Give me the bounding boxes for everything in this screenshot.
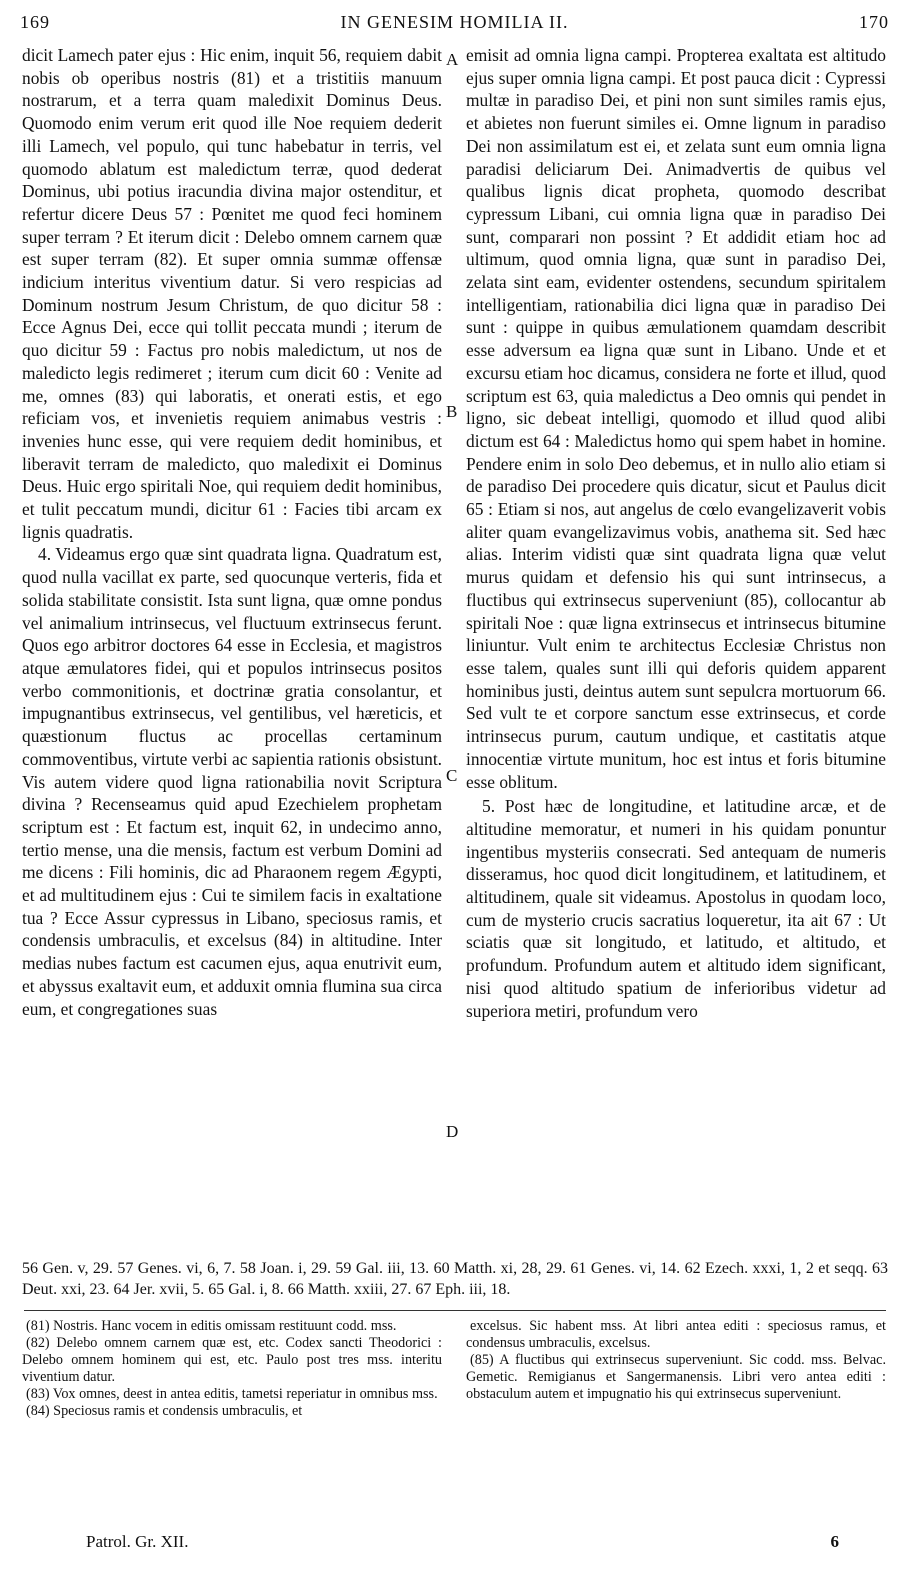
paragraph: 5. Post hæc de longitudine, et latitudine arcæ, et de altitudine memoratur, et numeri in his quidam ponuntur ingentibus mysteriis consecrati. Sed antequam de numeris disseramus, hoc quod dicit longitudinem, et latitudinem, et altitudinem, quale sit videamus. Apostolus in quodam loco, cum de mysterio crucis sacratius loqueretur, ita ait 67 : Ut sciatis quæ sit longitudo, et latitudo, et altitudo, et profundum. Profundum autem et altitudo idem significant, nisi quod altitudo spatium de inferioribus videtur ad superiora metiri, profundum vero [466, 796, 886, 1021]
footnote: (84) Speciosus ramis et condensis umbraculis, et [26, 1403, 303, 1419]
page-footer [86, 1532, 839, 1552]
left-column [22, 44, 442, 1020]
running-header [20, 6, 889, 36]
footnotes-left [22, 1318, 442, 1420]
footnote: (82) Delebo omnem carnem quæ est, etc. Codex sancti Theodorici : Delebo omnem hominem qui est, etc. Paulo post tres mss. interitu viventium datur. [22, 1335, 442, 1385]
paragraph: dicit Lamech pater ejus : Hic enim, inquit 56, requiem dabit nobis ob operibus nostris (81) et a tristitiis manuum nostrarum, et a terra quam maledixit Dominus Deus. Quomodo enim verum erit quod ille Noe requiem dederit illi Lamech, vel populo, qui tunc habebatur in terris, vel quomodo ablatum est maledictum terræ, quod dederat Dominus, ubi potius iracundia divina major ostenditur, et refertur dicere Deus 57 : Pœnitet me quod feci hominem super terram ? Et iterum dicit : Delebo omnem carnem quæ est super terram (82). Et super omnia summæ offensæ indicium interitus viventium datur. Si vero respicias ad Dominum nostrum Jesum Christum, de quo dicitur 58 : Ecce Agnus Dei, ecce qui tollit peccata mundi ; iterum de quo dicitur 59 : Factus pro nobis maledictum, ut nos de maledicto legis redimeret ; iterum cum dicit 60 : Venite ad me, omnes (83) qui laboratis, et onerati estis, et ego reficiam vos, et invenietis requiem animabus vestris : invenies hunc esse, qui vere requiem dedit hominibus, et liberavit terram de maledicto, quo maledixit ei Dominus Deus. Huic ergo spiritali Noe, qui requiem dedit hominibus, et tulit peccatum mundi, dicitur 61 : Facies tibi arcam ex lignis quadratis. [22, 45, 442, 542]
scripture-references: 56 Gen. v, 29. 57 Genes. vi, 6, 7. 58 Joan. i, 29. 59 Gal. iii, 13. 60 Matth. xi, 28, 29. 61 Genes. vi, 14. 62 Ezech. xxxi, 1, 2 et seqq. 63 Deut. xxi, 23. 64 Jer. xvii, 5. 65 Gal. i, 8. 66 Matth. xxiii, 27. 67 Eph. iii, 18. [22, 1260, 888, 1298]
footnotes-right [466, 1318, 886, 1403]
running-title: IN GENESIM HOMILIA II. [340, 12, 569, 32]
margin-marker-a: A [446, 50, 459, 69]
page-number-left: 169 [20, 12, 50, 32]
paragraph: 4. Videamus ergo quæ sint quadrata ligna. Quadratum est, quod nulla vacillat ex parte, sed quocunque verteris, fida et solida stabilitate consistit. Ista sunt ligna, quæ omne pondus vel animalium intrinsecus, vel fluctuum extrinsecus ferunt. Quos ego arbitror doctores 64 esse in Ecclesia, et magistros atque æmulatores fidei, qui et populos intrinsecus positos verbo commonitionis, et doctrinæ gratia consolantur, et impugnantibus extrinsecus, vel gentilibus, vel hæreticis, et quæstionum fluctus ac procellas certaminum commoventibus, virtute verbi ac sapientia rationis obsistunt. Vis autem videre quod ligna rationabilia novit Scriptura divina ? Recenseamus quid apud Ezechielem prophetam scriptum est : Et factum est, inquit 62, in undecimo anno, tertio mense, una die mensis, factum est verbum Domini ad me dicens : Fili hominis, dic ad Pharaonem regem Ægypti, et ad multitudinem ejus : Cui te similem facis in exaltatione tua ? Ecce Assur cypressus in Libano, speciosus ramis, et condensis umbraculis, et excelsus (84) in altitudine. Inter medias nubes factum est cacumen ejus, aqua enutrivit eum, et abyssus exaltavit eum, et adduxit omnia flumina sua circa eum, et congregationes suas [22, 544, 442, 1019]
footnote: excelsus. Sic habent mss. At libri antea editi : speciosus ramus, et condensus umbraculis, excelsus. [466, 1318, 886, 1351]
footnote: (83) Vox omnes, deest in antea editis, tametsi reperiatur in omnibus mss. [26, 1386, 438, 1402]
signature-mark: 6 [830, 1532, 839, 1551]
right-column [466, 44, 886, 1022]
margin-marker-b: B [446, 402, 458, 421]
footnote: (85) A fluctibus qui extrinsecus superveniunt. Sic codd. mss. Belvac. Gemetic. Remigianus et Sangermanensis. Libri vero antea editi : obstaculum autem et impugnatio his qui extrinsecus superveniunt. [466, 1352, 886, 1402]
margin-marker-c: C [446, 766, 458, 785]
footer-series: Patrol. Gr. XII. [86, 1532, 189, 1551]
footnote: (81) Nostris. Hanc vocem in editis omissam restituunt codd. mss. [26, 1318, 397, 1334]
page-number-right: 170 [859, 12, 889, 32]
paragraph: emisit ad omnia ligna campi. Propterea exaltata est altitudo ejus super omnia ligna campi. Et post pauca dicit : Cypressi multæ in paradiso Dei, et pini non sunt similes ramis ejus, et abietes non fuerunt similes ei. Omne lignum in paradiso Dei non assimilatum est ei, et zelata sunt eum omnia ligna paradisi deliciarum Dei. Animadvertis de quibus vel qualibus lignis dicat propheta, quomodo describat cypressum Libani, cui omnia ligna quæ in paradiso Dei sunt, comparari non possint ? Et addidit etiam hoc ad ultimum, quod omnia ligna, quæ sunt in paradiso Dei, zelata sint eam, evidenter ostendens, secundum spiritalem intelligentiam, rationabilia dici ligna quæ in paradiso Dei sunt : quippe in quibus æmulationem quamdam describit esse adversum ea ligna quæ sunt in Libano. Unde et et excursu etiam hoc dicamus, considera ne forte et illud, quod scriptum est 63, quia maledictus a Deo omnis qui pendet in ligno, sic debeat intelligi, quomodo et illud quod alibi dictum est 64 : Maledictus homo qui spem habet in homine. Pendere enim in solo Deo debemus, et in nullo alio etiam si de paradiso Dei procedere quis dicatur, sicut et Paulus dicit 65 : Etiam si nos, aut angelus de cœlo evangelizaverit vobis aliter quam evangelizavimus vobis, anathema sit. Sed hæc alias. Interim vidisti quæ sint quadrata ligna quæ velut murus quidam et defensio his qui sunt intrinsecus, a fluctibus qui extrinsecus superveniunt (85), collocantur ab spiritali Noe : quæ ligna extrinsecus et intrinsecus bitumine liniuntur. Vult enim te architectus Ecclesiæ Christus non esse talem, quales sunt illi qui deforis quidem apparent hominibus justi, deintus autem sunt sepulcra mortuorum 66. Sed vult te et corpore sanctum esse extrinsecus, et corde intrinsecus purum, cautum undique, et castitatis atque innocentiæ virtute munitum, hoc est intus et foris bitumine esse oblitum. [466, 45, 886, 792]
margin-marker-d: D [446, 1122, 459, 1141]
footnote-divider [24, 1310, 886, 1311]
